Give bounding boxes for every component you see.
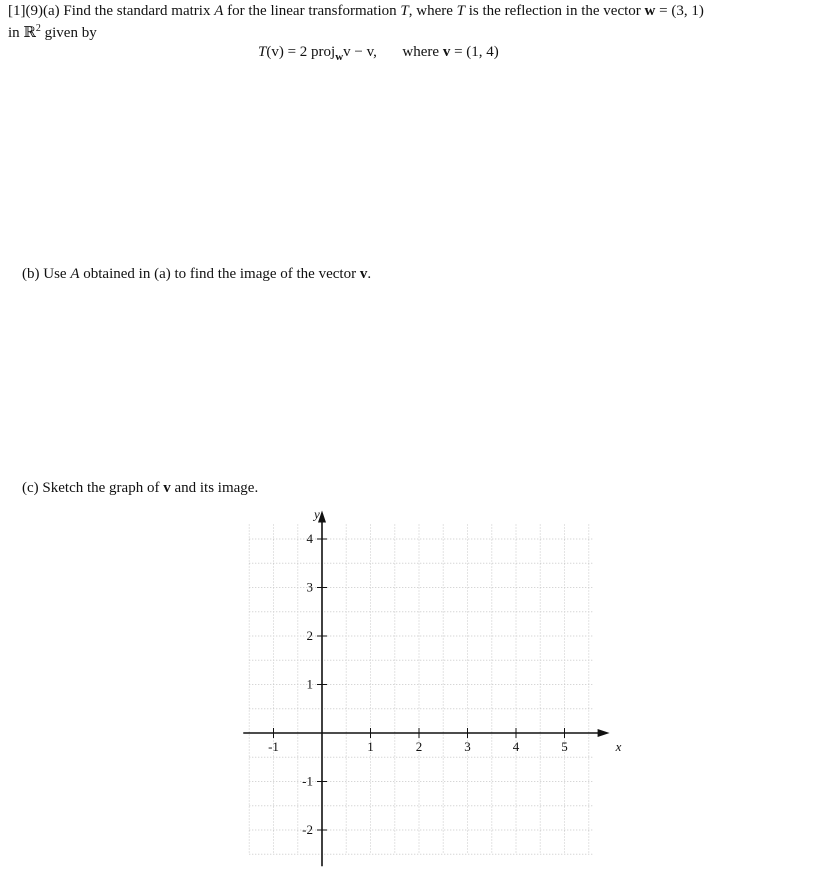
y-axis-label: y <box>314 506 320 522</box>
part-a-text-3: , where <box>408 3 453 19</box>
formula-sub: w <box>335 51 344 63</box>
formula-where: where <box>402 44 440 60</box>
w-value: = (3, 1) <box>659 3 704 19</box>
part-b-text-2: obtained in (a) to find the image of the vector <box>83 266 357 282</box>
part-b-label: (b) <box>22 266 40 282</box>
matrix-var: A <box>214 3 224 19</box>
space-symbol: ℝ <box>23 23 36 41</box>
part-a-line2-suffix: given by <box>44 25 97 41</box>
y-tick-label: 3 <box>306 579 313 595</box>
part-b-v-var: v <box>359 266 368 282</box>
x-tick-label: 1 <box>367 739 374 754</box>
x-axis-arrow <box>598 729 610 737</box>
part-a-text-4: is the reflection in the vector <box>468 3 641 19</box>
formula-rest: v − v, <box>343 44 377 60</box>
y-tick-label: 4 <box>306 531 313 546</box>
x-tick-label: 4 <box>512 739 520 754</box>
x-axis-label: x <box>615 739 622 754</box>
x-tick-label: 5 <box>561 739 568 754</box>
part-b-end: . <box>367 266 372 282</box>
part-a-text-1: Find the standard matrix <box>63 3 211 19</box>
transform-var-2: T <box>456 3 465 19</box>
part-b-matrix-var: A <box>70 266 80 282</box>
part-a-line2-prefix: in <box>8 25 20 41</box>
part-c-label: (c) <box>22 480 39 496</box>
part-c-text-1: Sketch the graph of <box>42 480 160 496</box>
part-c-text-2: and its image. <box>174 480 259 496</box>
y-tick-label: -2 <box>302 822 313 837</box>
transform-var: T <box>400 3 409 19</box>
part-c-v-var: v <box>163 480 171 496</box>
question-number: [1](9) <box>8 3 43 19</box>
y-tick-label: 2 <box>306 628 313 643</box>
x-tick-label: -1 <box>268 739 279 754</box>
part-a-label: (a) <box>42 3 60 19</box>
part-a-text-2: for the linear transformation <box>227 3 397 19</box>
y-tick-label: 1 <box>306 676 313 692</box>
x-tick-label: 2 <box>415 739 423 754</box>
space-exp: 2 <box>35 23 41 34</box>
formula-v-value: = (1, 4) <box>454 44 499 60</box>
part-b-text-1: Use <box>43 266 67 282</box>
x-tick-label: 3 <box>464 739 471 754</box>
w-var: w <box>644 3 656 19</box>
formula-v-var: v <box>442 44 451 60</box>
y-tick-label: -1 <box>302 773 313 789</box>
formula-lhs: T <box>258 44 267 60</box>
formula-lhs-arg: (v) = 2 proj <box>266 44 336 60</box>
